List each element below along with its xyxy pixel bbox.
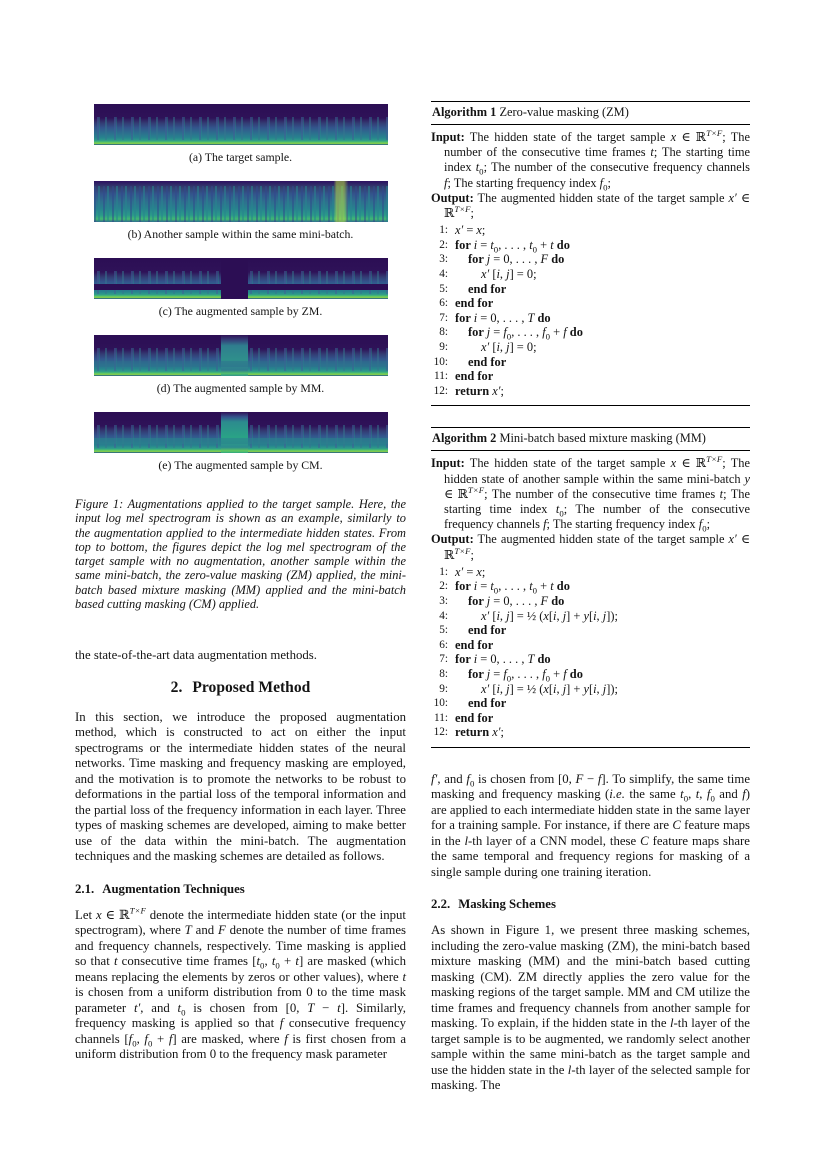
subfigure [75, 335, 406, 395]
spectrogram-image [94, 104, 388, 145]
line-code: x′ [i, j] = ½ (x[i, j] + y[i, j]); [481, 681, 618, 696]
line-code: for j = 0, . . . , F do [468, 593, 565, 608]
algorithm-line [431, 565, 750, 580]
algorithm-line [431, 725, 750, 740]
line-code: for i = 0, . . . , T do [455, 652, 551, 667]
right-paragraph-1: f′, and $f_0$ is chosen from [0, F − f]. To simplify, the same time masking and frequency masking (i.e. the same $t_0$, t, $f_0$ and f) are applied to each intermediate hidden state in the same layer for a training sample. For instance, if there are C feature maps in the l-th layer of a CNN model, these C feature maps share the same temporal and frequency regions for masking of a single sample during one training iteration. [431, 771, 751, 879]
subfigure-caption: (d) The augmented sample by MM. [156, 381, 325, 395]
algorithm-line [431, 594, 750, 609]
section-number: 2.1. [75, 881, 95, 896]
line-number: 8: [439, 326, 448, 339]
algorithm-line [431, 623, 750, 638]
line-code: return x′; [455, 725, 504, 740]
subfigure-caption: (e) The augmented sample by CM. [158, 458, 323, 472]
spectrogram-image [94, 412, 388, 453]
algorithm-1 [431, 101, 750, 406]
algorithm-line [431, 340, 750, 355]
line-number: 9: [439, 340, 448, 353]
line-code: for i = 0, . . . , T do [455, 310, 551, 325]
line-code: end for [455, 369, 494, 384]
line-number: 12: [433, 384, 448, 397]
line-code: x′ = x; [455, 564, 486, 579]
subfigure-caption: (c) The augmented sample by ZM. [158, 304, 323, 318]
line-code: x′ = x; [455, 223, 486, 238]
section-2-2-paragraph: As shown in Figure 1, we present three masking schemes, including the zero-value masking (ZM), the mini-batch based mixture masking (MM) and the mini-batch based cutting masking (CM). ZM directly applies the zero value for the masking regions of the target sample. MM and CM utilize the time frames and frequency channels from another sample for masking. To explain, if the hidden state in the l-th layer of the target sample is to be augmented, we randomly select another sample within the same mini-batch as the target sample and use the hidden state in the l-th layer of the selected sample for masking. The [431, 923, 750, 1093]
line-number: 3: [439, 253, 448, 266]
algorithm-2-input: Input: The hidden state of the target sample x ∈ ℝ$^{T\times F}$; The hidden state of another sample within the same mini-batch y ∈ ℝ$^{T\times F}$; The number of the consecutive time frames t; The starting time index $t_0$; The number of the consecutive frequency channels f; The starting frequency index $f_0$; [431, 454, 751, 534]
line-code: x′ [i, j] = ½ (x[i, j] + y[i, j]); [481, 608, 618, 623]
algorithm-line [431, 652, 750, 667]
subfigure [75, 258, 406, 318]
line-code: for $j = f_0$, . . . , $f_0 + f$ do [468, 325, 583, 342]
line-number: 11: [433, 711, 448, 724]
algorithm-line [431, 282, 750, 297]
algorithm-1-title: Algorithm 1 Zero-value masking (ZM) [431, 102, 750, 125]
line-code: end for [468, 354, 507, 369]
algorithm-line [431, 355, 750, 370]
line-number: 10: [433, 355, 448, 368]
algorithm-line [431, 682, 750, 697]
section-2-paragraph: In this section, we introduce the proposed augmentation method, which is constructed to act on either the input spectrograms or the intermediate hidden states of the neural networks. Time masking and frequency masking are employed, and the motivation is to promote the networks to be robust to deformations in the partial loss of the temporal information and the partial loss of the frequency information in each layer. Three types of masking schemes are developed, aiming to make better use of the data within the mini-batch. The augmentation techniques and the masking schemes are detailed as follows. [75, 709, 406, 864]
algorithm-2-lines [431, 565, 750, 740]
figure-caption: Figure 1: Augmentations applied to the target sample. Here, the input log mel spectrogram is shown as an example, similarly to the augmentation applied to the intermediate hidden states. From top to bottom, the figures depict the log mel spectrogram of the target sample with no augmentation, another sample within the same mini-batch, the zero-value masking (ZM) applied, the mini-batch based mixture masking (MM) applied and the mini-batch based cutting masking (CM) applied. [75, 497, 406, 612]
algorithm-line [431, 667, 750, 682]
line-number: 5: [439, 624, 448, 637]
line-number: 10: [433, 697, 448, 710]
algorithm-1-output: Output: The augmented hidden state of the target sample x′ ∈ ℝ$^{T\times F}$; [431, 190, 750, 221]
algorithm-line [431, 267, 750, 282]
intro-tail-paragraph: the state-of-the-art data augmentation methods. [75, 648, 317, 663]
section-number: 2. [170, 678, 183, 696]
line-code: return x′; [455, 383, 504, 398]
section-title: Proposed Method [192, 678, 311, 696]
line-code: end for [468, 281, 507, 296]
algorithm-line [431, 311, 750, 326]
line-number: 1: [439, 565, 448, 578]
section-2-2-heading [431, 897, 750, 912]
line-number: 8: [439, 667, 448, 680]
line-number: 6: [439, 638, 448, 651]
subfigure [75, 104, 406, 164]
left-column [75, 95, 406, 1063]
line-code: end for [455, 637, 494, 652]
line-number: 12: [433, 726, 448, 739]
line-number: 2: [439, 238, 448, 251]
line-code: for j = 0, . . . , F do [468, 252, 565, 267]
line-code: for $i = t_0$, . . . , $t_0 + t$ do [455, 579, 570, 596]
section-2-1-paragraph: Let x ∈ ℝ$^{T\times F}$ denote the intermediate hidden state (or the input spectrogram), where T and F denote the number of time frames and frequency channels, respectively. Time masking is applied so that t consecutive time frames [$t_0$, $t_0 + t$] are masked (which means replacing the elements by zeros or other values), where t is chosen from a uniform distribution from 0 to the time mask parameter t′, and $t_0$ is chosen from [0, T − t]. Similarly, frequency masking is applied so that f consecutive frequency channels [$f_0$, $f_0 + f$] are masked, where f is first chosen from a uniform distribution from 0 to the frequency mask parameter [75, 905, 407, 1062]
line-code: for $j = f_0$, . . . , $f_0 + f$ do [468, 666, 583, 684]
right-column [431, 95, 750, 1094]
line-number: 11: [433, 370, 448, 383]
algorithm-line [431, 238, 750, 253]
section-2-1-heading [75, 882, 406, 897]
algorithm-2 [431, 427, 750, 748]
subfigure-list [75, 104, 406, 472]
line-code: end for [455, 710, 494, 725]
line-number: 7: [439, 311, 448, 324]
line-code: end for [455, 296, 494, 311]
algorithm-line [431, 223, 750, 238]
line-number: 9: [439, 682, 448, 695]
algorithm-2-body [431, 451, 750, 748]
section-2-heading [75, 679, 406, 697]
algorithm-line [431, 579, 750, 594]
section-number: 2.2. [431, 897, 451, 912]
subfigure [75, 412, 406, 472]
subfigure [75, 181, 406, 241]
line-code: x′ [i, j] = 0; [481, 267, 537, 281]
algorithm-line [431, 711, 750, 726]
line-code: for $i = t_0$, . . . , $t_0 + t$ do [455, 237, 570, 255]
algorithm-line [431, 296, 750, 311]
subfigure-caption: (a) The target sample. [188, 150, 293, 164]
spectrogram-image [94, 258, 388, 299]
algorithm-line [431, 638, 750, 653]
line-number: 4: [439, 268, 448, 280]
line-number: 4: [439, 609, 448, 622]
line-number: 2: [439, 580, 448, 593]
section-title: Augmentation Techniques [102, 881, 245, 896]
algorithm-line [431, 325, 750, 340]
algorithm-1-body [431, 125, 750, 406]
line-code: x′ [i, j] = 0; [481, 339, 537, 354]
spectrogram-image [94, 335, 388, 376]
algorithm-1-lines [431, 223, 750, 398]
line-code: end for [468, 696, 507, 711]
figure-1 [75, 95, 406, 611]
section-title: Masking Schemes [458, 897, 556, 912]
line-code: end for [468, 623, 507, 638]
line-number: 3: [439, 594, 448, 607]
algorithm-line [431, 369, 750, 384]
algorithm-2-title: Algorithm 2 Mini-batch based mixture masking (MM) [431, 428, 750, 451]
line-number: 5: [439, 282, 448, 295]
algorithm-line [431, 609, 750, 624]
spectrogram-image [94, 181, 388, 222]
line-number: 1: [439, 224, 448, 237]
algorithm-line [431, 252, 750, 267]
algorithm-line [431, 696, 750, 711]
subfigure-caption: (b) Another sample within the same mini-batch. [127, 227, 354, 241]
line-number: 6: [439, 297, 448, 310]
algorithm-1-input: Input: The hidden state of the target sample x ∈ ℝ$^{T\times F}$; The number of the consecutive time frames t; The starting time index $t_0$; The number of the consecutive frequency channels f; The starting frequency index $f_0$; [431, 127, 750, 193]
line-number: 7: [439, 653, 448, 666]
algorithm-2-output: Output: The augmented hidden state of the target sample x′ ∈ ℝ$^{T\times F}$; [431, 532, 750, 562]
algorithm-line [431, 384, 750, 399]
